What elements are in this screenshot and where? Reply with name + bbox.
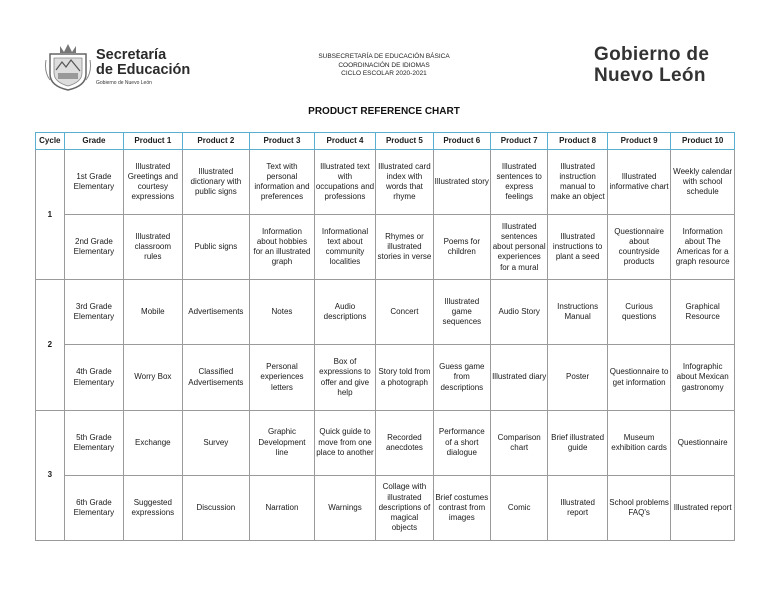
grade-cell: 4th Grade Elementary [64,345,123,410]
product-cell: Public signs [182,215,250,280]
product-cell: Brief costumes contrast from images [433,475,490,540]
product-cell: Illustrated sentences about personal experiences for a mural [491,215,548,280]
product-cell: Notes [250,280,315,345]
product-cell: Comic [491,475,548,540]
product-cell: Questionnaire to get information [607,345,671,410]
header-ciclo-escolar: CICLO ESCOLAR 2020-2021 [341,70,427,77]
product-cell: Recorded anecdotes [376,410,433,475]
product-cell: Curious questions [607,280,671,345]
product-cell: Illustrated card index with words that rhyme [376,150,433,215]
column-header: Product 1 [124,133,182,150]
column-header: Product 6 [433,133,490,150]
product-cell: Warnings [314,475,375,540]
grade-cell: 5th Grade Elementary [64,410,123,475]
product-cell: Personal experiences letters [250,345,315,410]
product-cell: Information about hobbies for an illustrated graph [250,215,315,280]
header-subsecretaria: SUBSECRETARÍA DE EDUCACIÓN BÁSICA [318,53,450,60]
header-center-text [286,53,482,79]
product-cell: Concert [376,280,433,345]
product-cell: Informational text about community localities [314,215,375,280]
product-cell: Illustrated game sequences [433,280,490,345]
column-header: Product 9 [607,133,671,150]
secretaria-title-line2: de Educación [96,62,191,78]
cycle-cell: 2 [36,280,65,410]
product-cell: Illustrated diary [491,345,548,410]
product-cell: Illustrated report [548,475,607,540]
product-cell: Suggested expressions [124,475,182,540]
table-row [36,475,735,540]
table-row [36,150,735,215]
product-cell: Poster [548,345,607,410]
product-cell: Collage with illustrated descriptions of magical objects [376,475,433,540]
header-coordinacion: COORDINACIÓN DE IDIOMAS [338,61,430,69]
product-cell: Illustrated classroom rules [124,215,182,280]
column-header: Product 5 [376,133,433,150]
cycle-cell: 3 [36,410,65,540]
product-cell: Infographic about Mexican gastronomy [671,345,735,410]
gobierno-logo-line2: Nuevo León [594,65,706,86]
product-cell: Graphic Development line [250,410,315,475]
product-cell: Information about The Americas for a graph resource [671,215,735,280]
product-cell: Illustrated instructions to plant a seed [548,215,607,280]
product-cell: Audio Story [491,280,548,345]
product-cell: Rhymes or illustrated stories in verse [376,215,433,280]
grade-cell: 3rd Grade Elementary [64,280,123,345]
secretaria-title-line1: Secretaría [96,47,167,63]
product-cell: Instructions Manual [548,280,607,345]
column-header: Product 3 [250,133,315,150]
table-row [36,345,735,410]
grade-cell: 1st Grade Elementary [64,150,123,215]
product-cell: Survey [182,410,250,475]
product-reference-table [35,132,735,541]
product-cell: Illustrated instruction manual to make an object [548,150,607,215]
table-row [36,215,735,280]
gobierno-logo-line1: Gobierno de [594,44,710,65]
secretaria-logo [44,40,194,92]
product-cell: Poems for children [433,215,490,280]
product-cell: Graphical Resource [671,280,735,345]
product-cell: Illustrated dictionary with public signs [182,150,250,215]
product-cell: Questionnaire about countryside products [607,215,671,280]
product-cell: Brief illustrated guide [548,410,607,475]
table-row [36,410,735,475]
cycle-cell: 1 [36,150,65,280]
product-cell: Narration [250,475,315,540]
grade-cell: 2nd Grade Elementary [64,215,123,280]
product-cell: School problems FAQ's [607,475,671,540]
grade-cell: 6th Grade Elementary [64,475,123,540]
product-cell: Illustrated informative chart [607,150,671,215]
product-cell: Weekly calendar with school schedule [671,150,735,215]
column-header: Product 4 [314,133,375,150]
product-cell: Mobile [124,280,182,345]
product-cell: Illustrated story [433,150,490,215]
column-header: Product 8 [548,133,607,150]
product-cell: Worry Box [124,345,182,410]
product-cell: Advertisements [182,280,250,345]
product-cell: Discussion [182,475,250,540]
column-header: Grade [64,133,123,150]
column-header: Product 7 [491,133,548,150]
column-header: Product 10 [671,133,735,150]
document-title: PRODUCT REFERENCE CHART [308,106,460,117]
product-cell: Audio descriptions [314,280,375,345]
product-cell: Comparison chart [491,410,548,475]
product-cell: Illustrated report [671,475,735,540]
product-cell: Story told from a photograph [376,345,433,410]
product-cell: Illustrated Greetings and courtesy expressions [124,150,182,215]
product-cell: Guess game from descriptions [433,345,490,410]
product-cell: Museum exhibition cards [607,410,671,475]
table-row [36,280,735,345]
product-cell: Illustrated sentences to express feelings [491,150,548,215]
gobierno-logo [594,44,709,86]
product-cell: Box of expressions to offer and give help [314,345,375,410]
column-header: Product 2 [182,133,250,150]
product-cell: Exchange [124,410,182,475]
product-cell: Questionnaire [671,410,735,475]
column-header: Cycle [36,133,65,150]
product-cell: Text with personal information and preferences [250,150,315,215]
product-cell: Performance of a short dialogue [433,410,490,475]
product-cell: Classified Advertisements [182,345,250,410]
product-cell: Illustrated text with occupations and professions [314,150,375,215]
table-header-row [36,133,735,150]
state-seal-icon [44,40,92,92]
product-cell: Quick guide to move from one place to another [314,410,375,475]
secretaria-subtitle: Gobierno de Nuevo León [96,80,152,86]
